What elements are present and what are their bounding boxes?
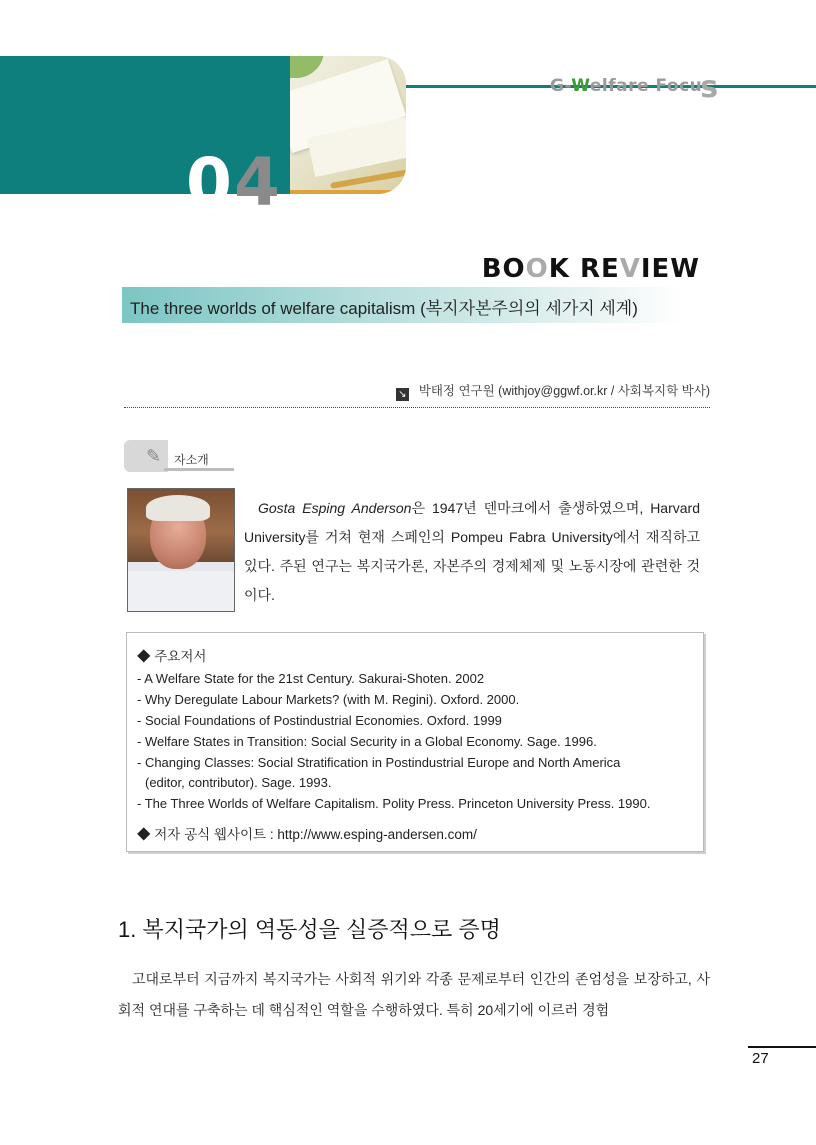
page-number: 27 — [752, 1050, 769, 1067]
section-heading: 1. 복지국가의 역동성을 실증적으로 증명 — [118, 917, 501, 942]
author-credit-text: 박태정 연구원 (withjoy@ggwf.or.kr / 사회복지학 박사) — [418, 384, 710, 398]
notebook-shape — [290, 190, 406, 194]
book-review-title — [482, 254, 700, 284]
work-item: - Welfare States in Transition: Social Security in a Global Economy. Sage. 1996. — [137, 734, 597, 749]
book-title: The three worlds of welfare capitalism (복지자본주의의 세가지 세계) — [130, 299, 638, 318]
section-number-digit-b: 4 — [233, 150, 282, 216]
leaf-shape — [290, 56, 324, 78]
section-number — [186, 150, 282, 216]
section-number-digit-a: 0 — [186, 150, 234, 216]
tab-label: 자소개 — [174, 453, 209, 467]
author-intro-tab — [124, 440, 234, 472]
brand-part: W — [571, 76, 590, 96]
page-number-rule — [748, 1046, 816, 1048]
portrait-shirt — [128, 571, 234, 611]
brand-part: G- — [550, 76, 572, 96]
title-part: IEW — [640, 254, 700, 284]
calligraphy-icon: ✎ — [146, 446, 162, 467]
title-part: BO — [481, 254, 526, 284]
major-works-box — [126, 632, 704, 852]
works-heading: ◆ 주요저서 — [137, 649, 207, 664]
brand-logo — [550, 64, 719, 105]
work-item: - A Welfare State for the 21st Century. Sakurai-Shoten. 2002 — [137, 671, 485, 686]
body-paragraph — [118, 964, 710, 1026]
tab-underline — [164, 468, 234, 471]
work-item: (editor, contributor). Sage. 1993. — [145, 775, 332, 790]
title-part: K RE — [548, 254, 620, 284]
header-photo — [290, 56, 406, 194]
brand-part: elfare Focu — [589, 76, 703, 96]
work-item: - Why Deregulate Labour Markets? (with M. Regini). Oxford. 2000. — [137, 692, 520, 707]
portrait-hair — [146, 495, 210, 521]
work-item: - Social Foundations of Postindustrial Economies. Oxford. 1999 — [137, 713, 502, 728]
work-item: - Changing Classes: Social Stratification in Postindustrial Europe and North America — [137, 755, 621, 770]
author-credit — [396, 381, 710, 401]
author-name: Gosta Esping Anderson — [257, 500, 412, 516]
arrow-icon: ↘ — [396, 388, 409, 401]
body-text: 고대로부터 지금까지 복지국가는 사회적 위기와 각종 문제로부터 인간의 존엄성을 보장하고, 사회적 연대를 구축하는 데 핵심적인 역할을 수행하였다. 특히 20세기에 이르러 경험 — [118, 971, 710, 1018]
pencil-shape — [330, 169, 406, 189]
brand-part: s — [700, 70, 719, 105]
book-title-bar — [122, 287, 682, 323]
bio-text: 은 1947년 덴마크에서 출생하였으며, Harvard University를 거쳐 현재 스페인의 Pompeu Fabra University에서 재직하고 있다. 주된 연구는 복지국가론, 자본주의 경제체제 및 노동시장에 관련한 것이다. — [244, 500, 700, 603]
work-item: - The Three Worlds of Welfare Capitalism. Polity Press. Princeton University Press. 1990. — [137, 796, 651, 811]
title-part: V — [619, 254, 641, 284]
author-website[interactable]: ◆ 저자 공식 웹사이트 : http://www.esping-andersen.com/ — [137, 827, 477, 842]
author-portrait — [127, 488, 235, 612]
author-bio — [244, 494, 700, 610]
divider — [124, 407, 710, 408]
title-part: O — [525, 254, 549, 284]
